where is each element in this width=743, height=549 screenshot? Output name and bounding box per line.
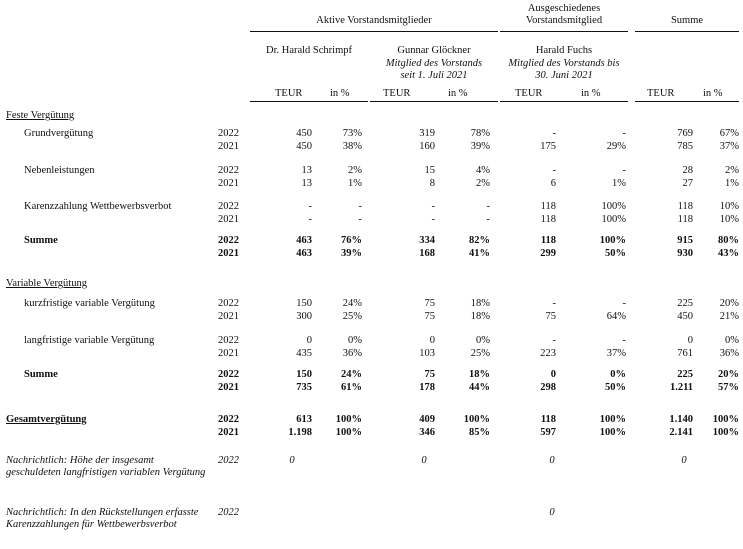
table-cell: 15 [424,165,435,176]
table-cell: 50% [605,248,626,259]
table-cell: 0 [687,335,693,346]
table-cell: 36% [719,348,739,359]
table-cell: 463 [296,235,312,246]
table-cell: 13 [301,165,312,176]
table-cell: 150 [296,298,312,309]
table-cell: 298 [540,382,556,393]
person2-name: Gunnar Glöckner [397,45,471,56]
row-label-non-compete: Karenzzahlung Wettbewerbsverbot [24,201,172,212]
table-cell: 100% [712,427,739,438]
row-year: 2021 [218,311,239,322]
table-cell: 769 [677,128,693,139]
table-cell: 100% [601,201,626,212]
table-cell: 118 [540,414,556,425]
row-label-base-pay: Grundvergütung [24,128,94,139]
table-cell: 75 [424,311,435,322]
row-year: 2021 [218,248,239,259]
table-cell: 450 [677,311,693,322]
table-cell: 2% [348,165,362,176]
row-year: 2022 [218,298,239,309]
row-year: 2022 [218,165,239,176]
table-cell: 761 [677,348,693,359]
person3-note2: 30. Juni 2021 [535,70,593,81]
table-cell: 223 [540,348,556,359]
table-cell: 346 [419,427,435,438]
table-cell: 100% [599,414,626,425]
table-cell: 160 [419,141,435,152]
table-cell: 0% [348,335,362,346]
table-cell: 597 [540,427,556,438]
table-cell: 24% [342,298,362,309]
table-cell: 41% [469,248,490,259]
table-cell: 39% [470,141,490,152]
table-cell: 103 [419,348,435,359]
col-pct-4: in % [703,88,723,99]
row-label-sum-variable: Summe [24,369,58,380]
group-sum: Summe [670,15,704,26]
col-teur-4: TEUR [647,88,675,99]
table-cell: - [552,165,556,176]
table-cell: 334 [419,235,435,246]
table-cell: 450 [296,141,312,152]
note-value: 0 [549,507,555,518]
table-cell: 118 [540,235,556,246]
table-cell: 50% [605,382,626,393]
table-cell: 39% [341,248,362,259]
col-pct-3: in % [581,88,601,99]
table-cell: 0 [429,335,435,346]
table-cell: 61% [341,382,362,393]
table-cell: 0 [306,335,312,346]
row-label-fringe-benefits: Nebenleistungen [24,165,95,176]
col-pct-2: in % [448,88,468,99]
table-cell: 2% [725,165,739,176]
row-year: 2021 [218,141,239,152]
row-label-sum-fixed: Summe [24,235,58,246]
table-cell: 37% [606,348,626,359]
table-cell: 78% [470,128,490,139]
table-cell: 300 [296,311,312,322]
table-cell: 100% [463,414,490,425]
table-cell: 100% [601,214,626,225]
table-cell: 100% [712,414,739,425]
table-cell: 38% [342,141,362,152]
table-cell: 100% [599,427,626,438]
table-cell: 319 [419,128,435,139]
person3-name: Harald Fuchs [535,45,593,56]
table-cell: 225 [677,298,693,309]
table-cell: - [431,214,435,225]
table-cell: 27 [682,178,693,189]
col-teur-3: TEUR [515,88,543,99]
table-cell: 8 [429,178,435,189]
table-cell: 80% [718,235,739,246]
row-year: 2022 [218,369,239,380]
rule-group-retired [500,31,628,32]
table-cell: 75 [545,311,556,322]
rule-cols-2 [370,101,498,102]
rule-group-sum [635,31,739,32]
table-cell: 1% [612,178,626,189]
table-cell: 75 [424,298,435,309]
table-cell: - [486,201,490,212]
group-retired-line1: Ausgeschiedenes [527,3,601,14]
table-cell: 18% [470,311,490,322]
group-active-members: Aktive Vorstandsmitglieder [316,15,432,26]
table-cell: 37% [719,141,739,152]
table-cell: 463 [296,248,312,259]
section-title-variable: Variable Vergütung [6,278,87,289]
table-cell: 73% [342,128,362,139]
rule-group-active [250,31,498,32]
note-value: 0 [289,455,295,466]
table-cell: 0% [725,335,739,346]
table-cell: 225 [677,369,693,380]
row-label-total: Gesamtvergütung [6,414,87,425]
row-year: 2022 [218,414,239,425]
table-cell: 28 [682,165,693,176]
table-cell: - [622,298,626,309]
row-year: 2021 [218,178,239,189]
table-cell: 100% [335,427,362,438]
table-cell: 178 [419,382,435,393]
table-cell: 20% [719,298,739,309]
col-pct-1: in % [330,88,350,99]
table-cell: 0 [550,369,556,380]
rule-cols-1 [250,101,368,102]
table-cell: 299 [540,248,556,259]
table-cell: 175 [540,141,556,152]
table-cell: 24% [341,369,362,380]
row-year: 2021 [218,214,239,225]
table-cell: 915 [677,235,693,246]
table-cell: 118 [677,201,693,212]
table-cell: 435 [296,348,312,359]
rule-cols-3 [500,101,628,102]
table-cell: 85% [469,427,490,438]
col-teur-1: TEUR [275,88,303,99]
table-cell: 18% [469,369,490,380]
table-cell: - [622,128,626,139]
table-cell: 409 [419,414,435,425]
table-cell: 82% [469,235,490,246]
note-provisions-non-compete: Nachrichtlich: In den Rückstellungen erfasste Karenzzahlungen für Wettbewerbsverbot [6,507,199,530]
col-teur-2: TEUR [383,88,411,99]
table-cell: 20% [718,369,739,380]
table-cell: 76% [341,235,362,246]
table-cell: - [308,214,312,225]
table-cell: 67% [719,128,739,139]
rule-cols-4 [635,101,739,102]
row-label-short-term: kurzfristige variable Vergütung [24,298,155,309]
table-cell: 4% [476,165,490,176]
table-cell: 785 [677,141,693,152]
person1-name: Dr. Harald Schrimpf [265,45,353,56]
table-cell: 64% [606,311,626,322]
table-cell: - [486,214,490,225]
table-cell: 118 [540,201,556,212]
table-cell: - [622,165,626,176]
table-cell: 25% [470,348,490,359]
table-cell: 0% [476,335,490,346]
table-cell: 29% [606,141,626,152]
table-cell: - [431,201,435,212]
table-cell: 57% [718,382,739,393]
note-value: 0 [681,455,687,466]
note-value: 0 [549,455,555,466]
table-cell: - [552,128,556,139]
table-cell: 1.211 [669,382,693,393]
table-cell: 0% [610,369,626,380]
table-cell: 150 [296,369,312,380]
table-cell: 44% [469,382,490,393]
table-cell: 613 [296,414,312,425]
table-cell: 930 [677,248,693,259]
table-cell: 43% [718,248,739,259]
table-cell: 118 [540,214,556,225]
table-cell: 13 [301,178,312,189]
row-year: 2021 [218,427,239,438]
table-cell: 6 [550,178,556,189]
table-cell: - [358,214,362,225]
section-title-fixed: Feste Vergütung [6,110,75,121]
table-cell: 118 [677,214,693,225]
note-value: 0 [421,455,427,466]
table-cell: 1.198 [288,427,312,438]
person2-note2: seit 1. Juli 2021 [400,70,468,81]
table-cell: 450 [296,128,312,139]
table-cell: 36% [342,348,362,359]
table-cell: - [552,298,556,309]
table-cell: 10% [719,201,739,212]
table-cell: - [552,335,556,346]
table-cell: 75 [424,369,435,380]
table-cell: 168 [419,248,435,259]
row-year: 2022 [218,335,239,346]
row-year: 2022 [218,128,239,139]
note-long-term-owed: Nachrichtlich: Höhe der insgesamt geschuldeten langfristigen variablen Vergütung [6,455,206,478]
row-year: 2022 [218,201,239,212]
table-cell: 10% [719,214,739,225]
table-cell: 100% [599,235,626,246]
note-year: 2022 [218,455,239,466]
group-retired-line2: Vorstandsmitglied [525,15,603,26]
person2-note1: Mitglied des Vorstands [385,58,483,69]
table-cell: 2.141 [669,427,693,438]
table-cell: - [358,201,362,212]
person3-note1: Mitglied des Vorstands bis [508,58,620,69]
row-year: 2021 [218,348,239,359]
note-year: 2022 [218,507,239,518]
table-cell: 21% [719,311,739,322]
table-cell: - [308,201,312,212]
table-cell: 1% [725,178,739,189]
table-cell: 1% [348,178,362,189]
table-cell: 100% [335,414,362,425]
row-year: 2021 [218,382,239,393]
table-cell: 2% [476,178,490,189]
table-cell: 735 [296,382,312,393]
row-label-long-term: langfristige variable Vergütung [24,335,155,346]
table-cell: - [622,335,626,346]
table-cell: 25% [342,311,362,322]
table-cell: 1.140 [669,414,693,425]
row-year: 2022 [218,235,239,246]
table-cell: 18% [470,298,490,309]
